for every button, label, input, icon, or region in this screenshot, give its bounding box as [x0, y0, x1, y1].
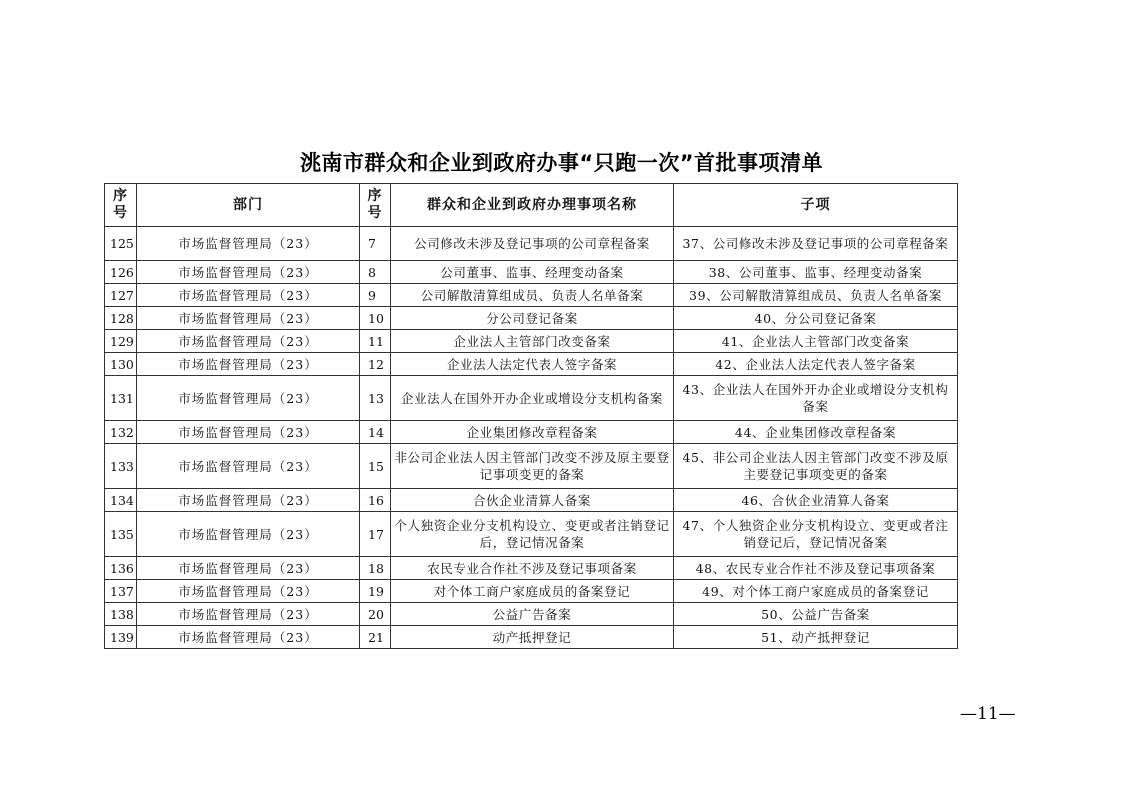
- row-department: 市场监督管理局（23）: [137, 489, 360, 512]
- row-matter: 动产抵押登记: [391, 626, 674, 649]
- row-subitem: 49、对个体工商户家庭成员的备案登记: [674, 580, 958, 603]
- row-subitem: 44、企业集团修改章程备案: [674, 421, 958, 444]
- row-index: 137: [105, 580, 137, 603]
- table-row: [105, 421, 958, 444]
- row-department: 市场监督管理局（23）: [137, 227, 360, 261]
- row-seq: 14: [360, 421, 391, 444]
- row-subitem: 41、企业法人主管部门改变备案: [674, 330, 958, 353]
- row-index: 125: [105, 227, 137, 261]
- row-seq: 18: [360, 557, 391, 580]
- table-row: [105, 580, 958, 603]
- row-department: 市场监督管理局（23）: [137, 626, 360, 649]
- row-matter: 企业法人在国外开办企业或增设分支机构备案: [391, 376, 674, 421]
- table-row: [105, 330, 958, 353]
- row-seq: 10: [360, 307, 391, 330]
- header-department: 部门: [137, 184, 360, 227]
- row-seq: 16: [360, 489, 391, 512]
- row-department: 市场监督管理局（23）: [137, 603, 360, 626]
- row-subitem: 48、农民专业合作社不涉及登记事项备案: [674, 557, 958, 580]
- header-matter: 群众和企业到政府办理事项名称: [391, 184, 674, 227]
- row-matter: 公司修改未涉及登记事项的公司章程备案: [391, 227, 674, 261]
- row-department: 市场监督管理局（23）: [137, 353, 360, 376]
- page-title: 洮南市群众和企业到政府办事“只跑一次”首批事项清单: [299, 151, 824, 175]
- row-matter: 分公司登记备案: [391, 307, 674, 330]
- row-index: 130: [105, 353, 137, 376]
- row-department: 市场监督管理局（23）: [137, 421, 360, 444]
- row-department: 市场监督管理局（23）: [137, 580, 360, 603]
- row-subitem: 38、公司董事、监事、经理变动备案: [674, 261, 958, 284]
- row-seq: 7: [360, 227, 391, 261]
- header-index-label: 序 号: [113, 188, 128, 221]
- row-subitem: 51、动产抵押登记: [674, 626, 958, 649]
- row-index: 135: [105, 512, 137, 557]
- table-row: [105, 353, 958, 376]
- row-subitem: 42、企业法人法定代表人签字备案: [674, 353, 958, 376]
- table-row: [105, 284, 958, 307]
- row-matter: 企业集团修改章程备案: [391, 421, 674, 444]
- row-matter: 企业法人法定代表人签字备案: [391, 353, 674, 376]
- row-matter: 公益广告备案: [391, 603, 674, 626]
- row-matter: 农民专业合作社不涉及登记事项备案: [391, 557, 674, 580]
- row-subitem: 40、分公司登记备案: [674, 307, 958, 330]
- row-index: 128: [105, 307, 137, 330]
- row-department: 市场监督管理局（23）: [137, 284, 360, 307]
- row-matter: 个人独资企业分支机构设立、变更或者注销登记后，登记情况备案: [391, 512, 674, 557]
- row-seq: 21: [360, 626, 391, 649]
- row-seq: 12: [360, 353, 391, 376]
- header-seq: [360, 184, 391, 227]
- row-department: 市场监督管理局（23）: [137, 376, 360, 421]
- table-row: [105, 512, 958, 557]
- row-subitem: 45、非公司企业法人因主管部门改变不涉及原主要登记事项变更的备案: [674, 444, 958, 489]
- row-subitem: 50、公益广告备案: [674, 603, 958, 626]
- row-department: 市场监督管理局（23）: [137, 307, 360, 330]
- row-matter: 企业法人主管部门改变备案: [391, 330, 674, 353]
- row-seq: 13: [360, 376, 391, 421]
- table-row: [105, 557, 958, 580]
- row-index: 127: [105, 284, 137, 307]
- header-row: [105, 184, 958, 227]
- table-row: [105, 626, 958, 649]
- row-department: 市场监督管理局（23）: [137, 512, 360, 557]
- row-index: 132: [105, 421, 137, 444]
- row-matter: 公司解散清算组成员、负责人名单备案: [391, 284, 674, 307]
- row-index: 133: [105, 444, 137, 489]
- row-seq: 17: [360, 512, 391, 557]
- row-seq: 9: [360, 284, 391, 307]
- row-matter: 合伙企业清算人备案: [391, 489, 674, 512]
- row-index: 136: [105, 557, 137, 580]
- row-seq: 15: [360, 444, 391, 489]
- row-index: 131: [105, 376, 137, 421]
- row-subitem: 43、企业法人在国外开办企业或增设分支机构备案: [674, 376, 958, 421]
- row-seq: 11: [360, 330, 391, 353]
- table-row: [105, 307, 958, 330]
- row-department: 市场监督管理局（23）: [137, 557, 360, 580]
- table-row: [105, 489, 958, 512]
- row-subitem: 46、合伙企业清算人备案: [674, 489, 958, 512]
- row-department: 市场监督管理局（23）: [137, 330, 360, 353]
- table-row: [105, 444, 958, 489]
- row-index: 126: [105, 261, 137, 284]
- row-subitem: 47、个人独资企业分支机构设立、变更或者注销登记后，登记情况备案: [674, 512, 958, 557]
- row-seq: 20: [360, 603, 391, 626]
- row-seq: 8: [360, 261, 391, 284]
- table-row: [105, 603, 958, 626]
- page-number: —11—: [960, 704, 1016, 724]
- row-matter: 公司董事、监事、经理变动备案: [391, 261, 674, 284]
- row-index: 138: [105, 603, 137, 626]
- row-index: 129: [105, 330, 137, 353]
- row-index: 139: [105, 626, 137, 649]
- row-subitem: 39、公司解散清算组成员、负责人名单备案: [674, 284, 958, 307]
- header-seq-label: 序 号: [367, 188, 383, 221]
- header-index: [105, 184, 137, 227]
- table-row: [105, 261, 958, 284]
- header-subitem: 子项: [674, 184, 958, 227]
- row-department: 市场监督管理局（23）: [137, 444, 360, 489]
- row-matter: 对个体工商户家庭成员的备案登记: [391, 580, 674, 603]
- matters-table: [104, 183, 958, 649]
- row-seq: 19: [360, 580, 391, 603]
- row-matter: 非公司企业法人因主管部门改变不涉及原主要登记事项变更的备案: [391, 444, 674, 489]
- row-subitem: 37、公司修改未涉及登记事项的公司章程备案: [674, 227, 958, 261]
- table-row: [105, 376, 958, 421]
- table-row: [105, 227, 958, 261]
- row-department: 市场监督管理局（23）: [137, 261, 360, 284]
- row-index: 134: [105, 489, 137, 512]
